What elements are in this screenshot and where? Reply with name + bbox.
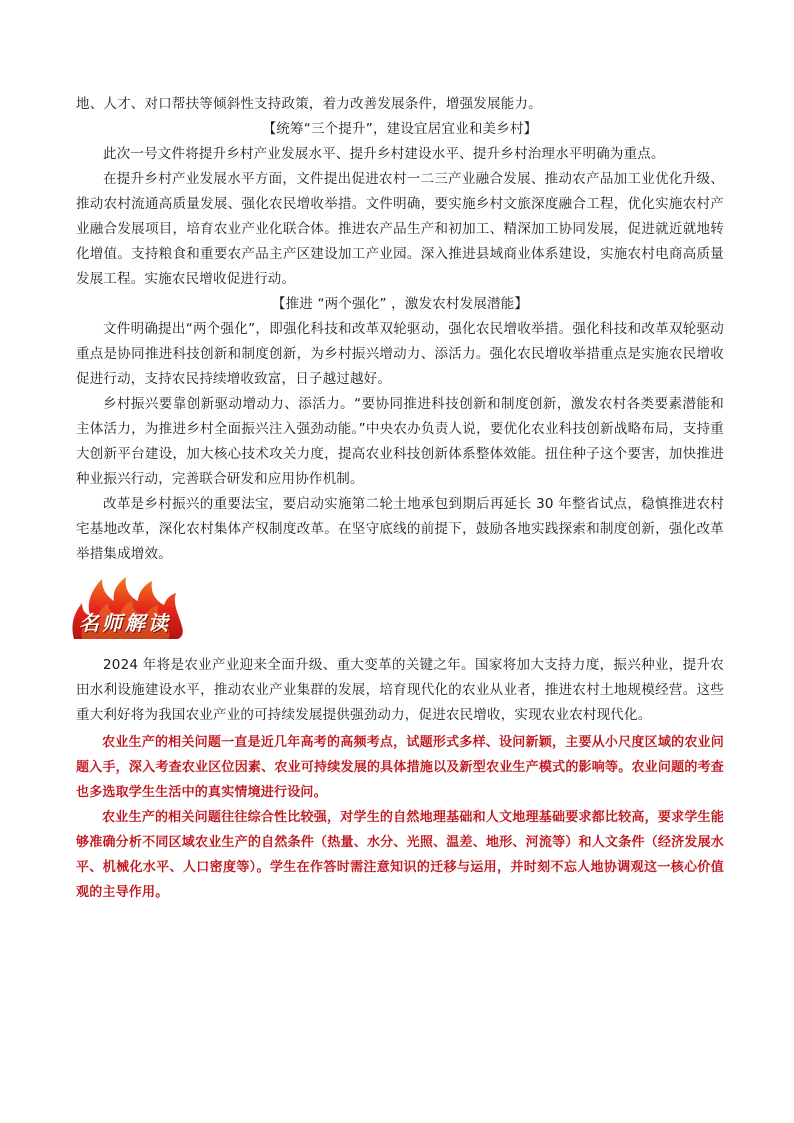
teacher-interpretation-badge	[68, 573, 188, 645]
paragraph: 改革是乡村振兴的重要法宝，要启动实施第二轮土地承包到期后再延长 30 年整省试点，稳慎推进农村宅基地改革，深化农村集体产权制度改革。在坚守底线的前提下，鼓励各地实践探索和制度创新，强化改革举措集成增效。	[76, 496, 724, 562]
document-body	[76, 92, 724, 905]
highlighted-paragraph: 农业生产的相关问题往往综合性比较强，对学生的自然地理基础和人文地理基础要求都比较高，要求学生能够准确分析不同区域农业生产的自然条件（热量、水分、光照、温差、地形、河流等）和人文条件（经济发展水平、机械化水平、人口密度等）。学生在作答时需注意知识的迁移与运用，并时刻不忘人地协调观这一核心价值观的主导作用。	[76, 810, 724, 900]
highlighted-paragraph: 农业生产的相关问题一直是近几年高考的高频考点，试题形式多样、设问新颖，主要从小尺度区域的农业问题入手，深入考查农业区位因素、农业可持续发展的具体措施以及新型农业生产模式的影响等。农业问题的考查也多选取学生生活中的真实情境进行设问。	[76, 735, 724, 800]
paragraph: 此次一号文件将提升乡村产业发展水平、提升乡村建设水平、提升乡村治理水平明确为重点。	[103, 146, 665, 162]
paragraph: 乡村振兴要靠创新驱动增动力、添活力。“要协同推进科技创新和制度创新，激发农村各类要素潜能和主体活力，为推进乡村全面振兴注入强劲动能。”中央农办负责人说，要优化农业科技创新战略布局，支持重大创新平台建设，加大核心技术攻关力度，提高农业科技创新体系整体效能。扭住种子这个要害，加快推进种业振兴行动，完善联合研发和应用协作机制。	[76, 396, 724, 487]
section-heading-two-strengthenings: 【推进 “两个强化” ，激发农村发展潜能】	[271, 296, 529, 312]
paragraph: 在提升乡村产业发展水平方面，文件提出促进农村一二三产业融合发展、推动农产品加工业优化升级、推动农村流通高质量发展、强化农民增收举措。文件明确，要实施乡村文旅深度融合工程，优化实施农村产业融合发展项目，培育农业产业化联合体。推进农产品生产和初加工、精深加工协同发展，促进就近就地转化增值。支持粮食和重要农产品主产区建设加工产业园。深入推进县域商业体系建设，实施农村电商高质量发展工程。实施农民增收促进行动。	[76, 171, 724, 287]
paragraph-continued: 地、人才、对口帮扶等倾斜性支持政策，着力改善发展条件，增强发展能力。	[76, 96, 542, 112]
paragraph: 文件明确提出“两个强化”，即强化科技和改革双轮驱动，强化农民增收举措。强化科技和改革双轮驱动重点是协同推进科技创新和制度创新，为乡村振兴增动力、添活力。强化农民增收举措重点是实施农民增收促进行动，支持农民持续增收致富，日子越过越好。	[76, 321, 724, 387]
paragraph-interpretation: 2024 年将是农业产业迎来全面升级、重大变革的关键之年。国家将加大支持力度，振兴种业，提升农田水利设施建设水平，推动农业产业集群的发展，培育现代化的农业从业者，推进农村土地规模经营。这些重大利好将为我国农业产业的可持续发展提供强劲动力，促进农民增收，实现农业农村现代化。	[76, 657, 724, 723]
badge-label: 名师解读	[79, 611, 171, 635]
section-heading-three-improvements: 【统筹“三个提升”，建设宜居宜业和美乡村】	[262, 121, 538, 137]
